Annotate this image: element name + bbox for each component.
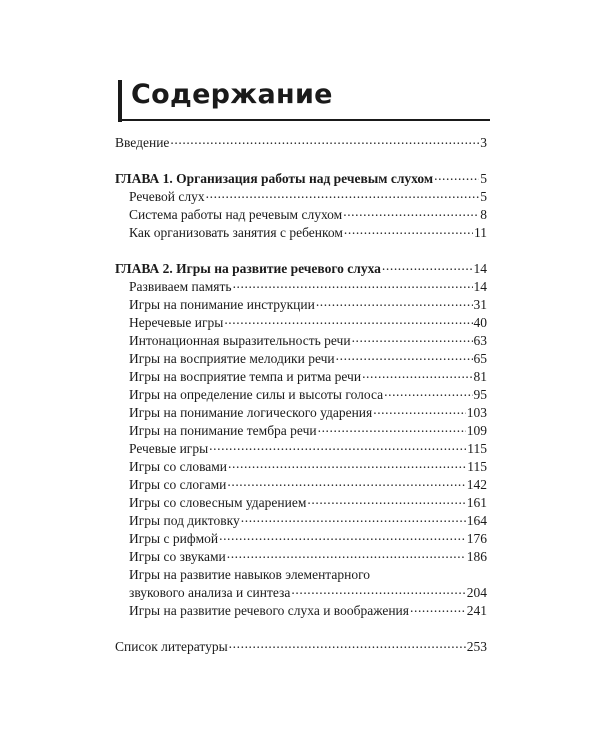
toc-entry-label: Игры на понимание логического ударения [129, 405, 373, 420]
toc-entry[interactable] [115, 476, 487, 494]
toc-chapter-label: ГЛАВА 1. Организация работы над речевым слухом [115, 171, 434, 186]
toc-entry-page: 14 [473, 279, 487, 294]
toc-entry-page: 176 [466, 531, 487, 546]
toc-entry[interactable] [115, 512, 487, 530]
toc-entry-page: 142 [466, 477, 487, 492]
toc-entry[interactable] [115, 278, 487, 296]
dot-leader [241, 512, 466, 530]
toc-entry-label: Игры со слогами [129, 477, 227, 492]
toc-entry-wrapped[interactable] [115, 584, 487, 602]
dot-leader [228, 458, 466, 476]
toc-entry-page: 115 [467, 441, 487, 456]
toc-entry[interactable] [115, 422, 487, 440]
toc-entry-label: Игры на понимание тембра речи [129, 423, 317, 438]
toc-entry-page: 95 [473, 387, 487, 402]
toc-entry-page: 5 [480, 189, 487, 204]
toc-entry[interactable] [115, 188, 487, 206]
dot-leader [206, 188, 480, 206]
toc-entry[interactable] [115, 494, 487, 512]
toc-entry-label: Игры со словами [129, 459, 228, 474]
dot-leader [344, 224, 473, 242]
dot-leader [382, 260, 473, 278]
toc-entry-label: Система работы над речевым слухом [129, 207, 343, 222]
toc-entry[interactable] [115, 440, 487, 458]
toc-entry-page: 253 [466, 639, 487, 654]
toc-chapter-page: 5 [480, 171, 487, 186]
dot-leader [373, 404, 466, 422]
dot-leader [362, 368, 472, 386]
dot-leader [209, 440, 466, 458]
toc-entry-page: 11 [474, 225, 487, 240]
dot-leader [336, 350, 473, 368]
dot-leader [227, 548, 466, 566]
toc-entry-label: Введение [115, 135, 170, 150]
toc-entry-page: 3 [480, 135, 487, 150]
toc-entry-label: Речевой слух [129, 189, 205, 204]
toc-entry-wrapped-line1[interactable]: Игры на развитие навыков элементарного [129, 567, 371, 582]
toc-entry-label: Как организовать занятия с ребенком [129, 225, 343, 240]
toc-entry-label: Список литературы [115, 639, 228, 654]
toc-entry[interactable] [115, 296, 487, 314]
toc-chapter-label: ГЛАВА 2. Игры на развитие речевого слуха [115, 261, 381, 276]
page-title: Содержание [131, 79, 333, 110]
toc-entry-page: 103 [466, 405, 487, 420]
toc-entry[interactable] [115, 332, 487, 350]
table-of-contents [115, 134, 487, 656]
toc-entry-page: 161 [466, 495, 487, 510]
toc-entry-label: Игры со звуками [129, 549, 226, 564]
dot-leader [291, 584, 465, 602]
dot-leader [434, 170, 479, 188]
toc-entry-page: 40 [473, 315, 487, 330]
toc-entry-page: 8 [480, 207, 487, 222]
toc-entry-bibliography[interactable] [115, 638, 487, 656]
toc-chapter-2[interactable] [115, 260, 487, 278]
toc-entry-page: 63 [473, 333, 487, 348]
toc-entry[interactable] [115, 458, 487, 476]
toc-entry-label: Игры с рифмой [129, 531, 219, 546]
toc-entry-label: Игры на понимание инструкции [129, 297, 315, 312]
toc-entry[interactable] [115, 530, 487, 548]
toc-entry-label: Игры на определение силы и высоты голоса [129, 387, 384, 402]
toc-entry-page: 31 [473, 297, 487, 312]
toc-entry[interactable] [115, 314, 487, 332]
toc-entry-page: 241 [466, 603, 487, 618]
dot-leader [224, 314, 472, 332]
dot-leader [219, 530, 466, 548]
dot-leader [352, 332, 473, 350]
dot-leader [307, 494, 465, 512]
toc-entry-label: звукового анализа и синтеза [129, 585, 291, 600]
toc-entry-page: 109 [466, 423, 487, 438]
toc-entry-label: Интонационная выразительность речи [129, 333, 351, 348]
toc-entry-last[interactable] [115, 602, 487, 620]
heading-underline [118, 119, 490, 121]
spacer [115, 152, 487, 170]
dot-leader [233, 278, 473, 296]
toc-entry[interactable] [115, 350, 487, 368]
toc-entry-page: 186 [466, 549, 487, 564]
toc-entry[interactable] [115, 206, 487, 224]
toc-chapter-page: 14 [473, 261, 487, 276]
spacer [115, 620, 487, 638]
dot-leader [384, 386, 472, 404]
dot-leader [318, 422, 466, 440]
toc-entry-page: 164 [466, 513, 487, 528]
toc-entry-label: Игры на восприятие темпа и ритма речи [129, 369, 362, 384]
dot-leader [316, 296, 473, 314]
toc-entry-page: 65 [473, 351, 487, 366]
toc-entry-label: Речевые игры [129, 441, 209, 456]
toc-entry-label: Игры на развитие речевого слуха и воображения [129, 603, 409, 618]
toc-entry-label: Развиваем память [129, 279, 232, 294]
dot-leader [410, 602, 466, 620]
toc-entry[interactable] [115, 404, 487, 422]
toc-entry[interactable] [115, 548, 487, 566]
spacer [115, 242, 487, 260]
toc-chapter-1[interactable] [115, 170, 487, 188]
toc-entry-page: 81 [473, 369, 487, 384]
toc-entry-label: Неречевые игры [129, 315, 224, 330]
toc-entry-label: Игры со словесным ударением [129, 495, 307, 510]
toc-entry-page: 115 [467, 459, 487, 474]
toc-entry-page: 204 [466, 585, 487, 600]
toc-entry-label: Игры под диктовку [129, 513, 240, 528]
toc-entry[interactable] [115, 368, 487, 386]
toc-entry[interactable] [115, 386, 487, 404]
dot-leader [343, 206, 479, 224]
toc-entry-intro[interactable] [115, 134, 487, 152]
toc-entry-label: Игры на восприятие мелодики речи [129, 351, 335, 366]
heading-accent-bar [118, 80, 122, 122]
dot-leader [227, 476, 465, 494]
dot-leader [229, 638, 466, 656]
toc-entry[interactable] [115, 224, 487, 242]
dot-leader [170, 134, 479, 152]
